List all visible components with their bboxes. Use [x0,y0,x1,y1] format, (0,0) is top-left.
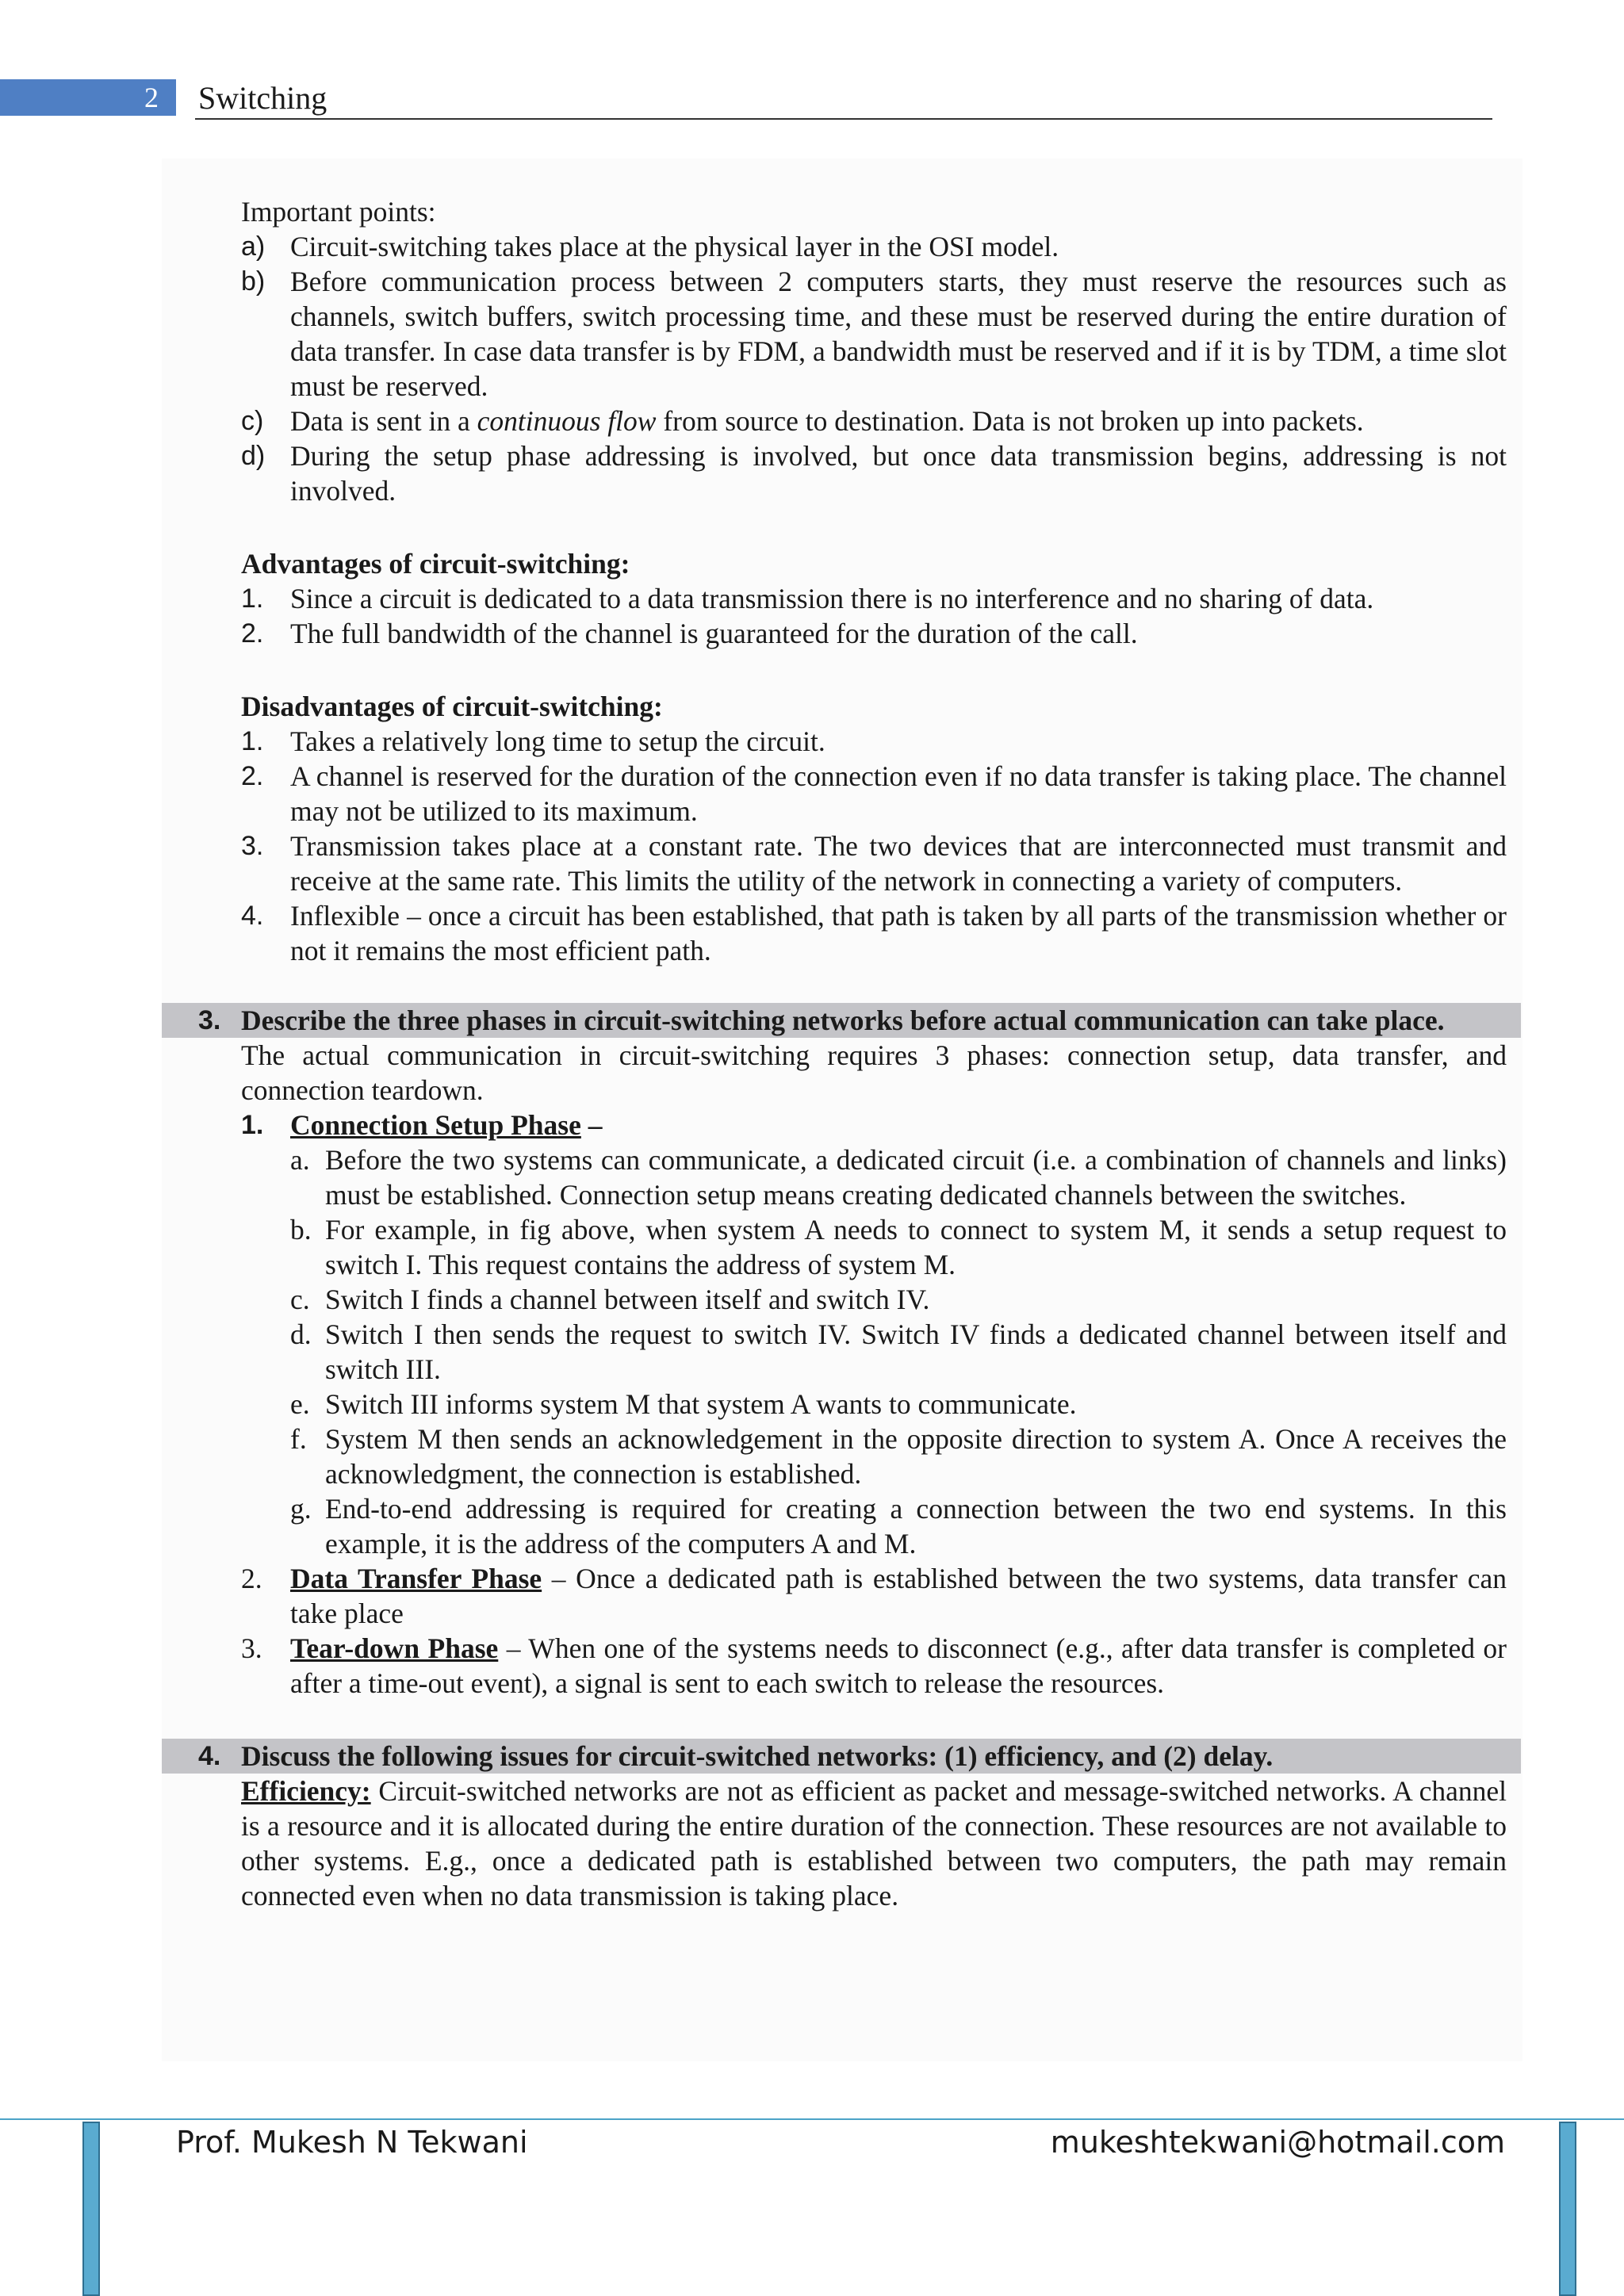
phase-title: Connection Setup Phase [290,1109,581,1141]
phase-description: – When one of the systems needs to disconnect (e.g., after data transfer is completed or after a time-out event), a signal is sent to each switch to release the resources. [290,1632,1507,1699]
list-item [290,1491,1507,1561]
phase-description: – Once a dedicated path is established between the two systems, data transfer can take place [290,1563,1507,1629]
phase-item [241,1631,1507,1701]
footer-author: Prof. Mukesh N Tekwani [176,2125,528,2160]
disadvantages-list [241,724,1507,968]
efficiency-label: Efficiency: [241,1775,371,1807]
list-marker: a) [241,232,266,262]
list-item [290,1422,1507,1491]
list-item [290,1212,1507,1282]
list-item-text: End-to-end addressing is required for creating a connection between the two end systems. In this example, it is the address of the computers A and M. [325,1493,1507,1559]
list-item-text: Switch I finds a channel between itself and switch IV. [325,1284,930,1315]
question-text: Discuss the following issues for circuit-switched networks: (1) efficiency, and (2) delay. [241,1740,1274,1772]
phase-item [241,1561,1507,1631]
list-marker: a. [290,1144,310,1176]
list-marker: 2. [241,761,264,791]
advantages-list [241,581,1507,651]
list-marker: 3. [241,1632,262,1664]
list-item-text: A channel is reserved for the duration of the connection even if no data transfer is taking place. The channel may not be utilized to its maximum. [290,760,1507,827]
list-item [241,724,1507,759]
list-item [241,438,1507,508]
phase-title-suffix: – [580,1109,603,1141]
list-marker: 2. [241,1563,262,1594]
question-number: 3. [198,1005,221,1035]
list-marker: c. [290,1284,310,1315]
list-item [241,581,1507,616]
header-title: Switching [198,80,327,116]
important-heading: Important points: [241,196,436,228]
list-marker: 1. [241,584,264,614]
footer-left-bar [82,2122,100,2296]
text-run: from source to destination. Data is not broken up into packets. [656,405,1364,437]
question-number: 4. [198,1741,221,1771]
list-item [290,1142,1507,1212]
list-item [241,264,1507,404]
list-marker: f. [290,1423,307,1455]
list-item-text: Switch I then sends the request to switch IV. Switch IV finds a dedicated channel between itself and switch III. [325,1318,1507,1385]
phase-title: Tear-down Phase [290,1632,499,1664]
list-item [241,616,1507,651]
important-list [241,229,1507,508]
list-item-text: Before communication process between 2 computers starts, they must reserve the resources such as channels, switch buffers, switch processing time, and these must be reserved during the entire duration of data transfer. In case data transfer is by FDM, a bandwidth must be reserved and if it is by TDM, a time slot must be reserved. [290,266,1507,402]
phase-item [241,1108,1507,1142]
list-item-text [290,404,1507,438]
list-item-text: System M then sends an acknowledgement in the opposite direction to system A. Once A receives the acknowledgment, the connection is established. [325,1423,1507,1490]
page-content [198,194,1507,1913]
list-marker: c) [241,406,264,436]
list-item-text: Inflexible – once a circuit has been established, that path is taken by all parts of the transmission whether or not it remains the most efficient path. [290,900,1507,966]
list-marker: g. [290,1493,312,1525]
header-rule [195,118,1492,120]
list-item [290,1317,1507,1387]
italic-text: continuous flow [477,405,657,437]
footer-right-bar [1559,2122,1576,2296]
q3-intro: The actual communication in circuit-switching requires 3 phases: connection setup, data transfer, and connection teardown. [241,1039,1507,1106]
list-marker: e. [290,1388,310,1420]
efficiency-paragraph [241,1774,1507,1913]
phase1-steps [290,1142,1507,1561]
list-marker: 2. [241,618,264,649]
phase-text [290,1631,1507,1701]
list-marker: b) [241,266,266,297]
disadvantages-heading: Disadvantages of circuit-switching: [241,691,663,722]
page-number: 2 [0,79,176,116]
list-item-text: Switch III informs system M that system A wants to communicate. [325,1388,1077,1420]
footer-rule [0,2118,1624,2120]
list-marker: 1. [241,726,264,756]
list-marker: d. [290,1318,312,1350]
list-item-text: Since a circuit is dedicated to a data transmission there is no interference and no sharing of data. [290,583,1374,614]
footer-email: mukeshtekwani@hotmail.com [1050,2125,1505,2160]
advantages-heading: Advantages of circuit-switching: [241,548,630,580]
text-run: Data is sent in a [290,405,477,437]
phase-title-line [290,1108,1507,1142]
list-item [241,404,1507,438]
list-marker: 3. [241,831,264,861]
efficiency-text: Circuit-switched networks are not as efficient as packet and message-switched networks. A channel is a resource and it is allocated during the entire duration of the connection. These resources are not available to other systems. E.g., once a dedicated path is established between two computers, the path may remain connected even when no data transmission is taking place. [241,1775,1507,1911]
phase-title: Data Transfer Phase [290,1563,542,1594]
list-item-text: Circuit-switching takes place at the physical layer in the OSI model. [290,231,1059,262]
list-item [241,229,1507,264]
list-marker: d) [241,441,266,471]
list-item-text: Before the two systems can communicate, a dedicated circuit (i.e. a combination of channels and links) must be established. Connection setup means creating dedicated channels between the switches. [325,1144,1507,1211]
list-item-text: For example, in fig above, when system A needs to connect to system M, it sends a setup request to switch I. This request contains the address of system M. [325,1214,1507,1280]
list-item [241,828,1507,898]
list-marker: 4. [241,901,264,931]
question-4-heading [162,1739,1521,1774]
list-item [290,1387,1507,1422]
list-item [241,759,1507,828]
list-marker: b. [290,1214,312,1246]
list-marker: 1. [241,1110,264,1140]
list-item-text: Transmission takes place at a constant rate. The two devices that are interconnected must transmit and receive at the same rate. This limits the utility of the network in connecting a variety of computers. [290,830,1507,897]
phase-text [290,1561,1507,1631]
list-item [241,898,1507,968]
question-text: Describe the three phases in circuit-switching networks before actual communication can take place. [241,1004,1445,1036]
list-item-text: Takes a relatively long time to setup the circuit. [290,725,825,757]
list-item [290,1282,1507,1317]
list-item-text: The full bandwidth of the channel is guaranteed for the duration of the call. [290,618,1138,649]
question-3-heading [162,1003,1521,1038]
list-item-text: During the setup phase addressing is involved, but once data transmission begins, addressing is not involved. [290,440,1507,507]
